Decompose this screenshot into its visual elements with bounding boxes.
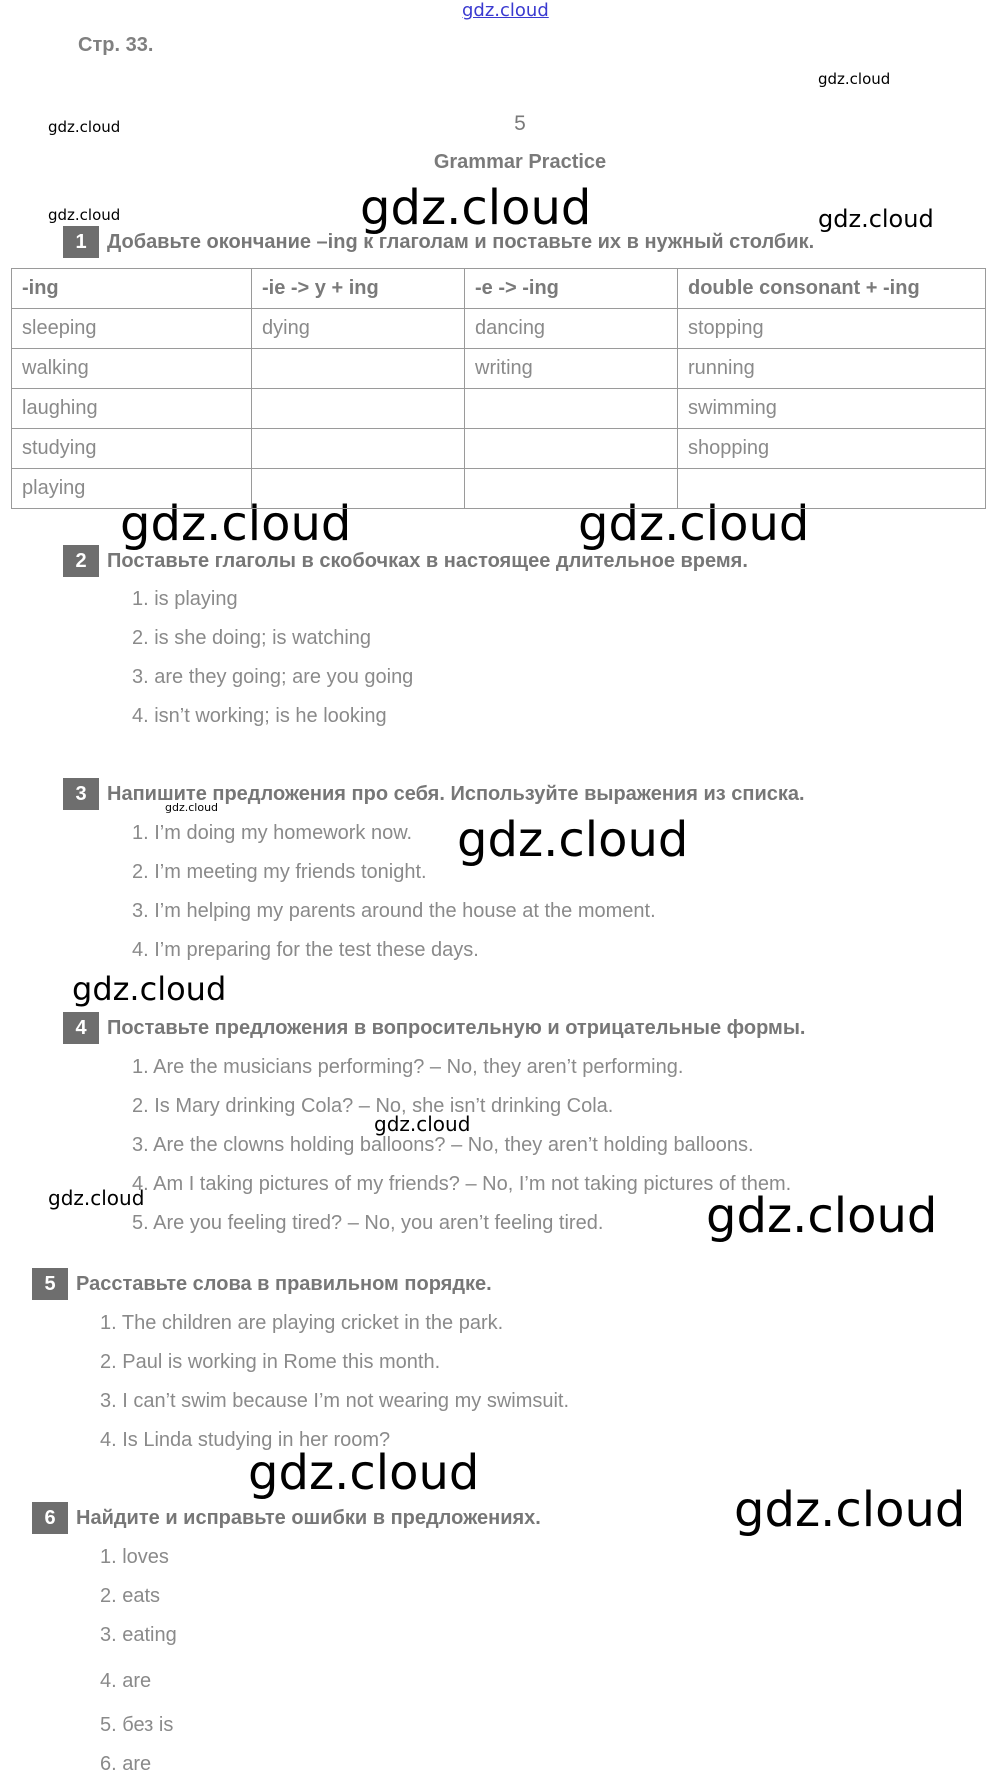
- table-cell: [252, 429, 465, 469]
- answer-item: 3. I’m helping my parents around the house at the moment.: [132, 900, 656, 922]
- table-cell: [465, 429, 678, 469]
- answer-item: 4. I’m preparing for the test these days.: [132, 939, 479, 961]
- answer-item: 4. Is Linda studying in her room?: [100, 1429, 391, 1451]
- watermark: gdz.cloud: [165, 801, 219, 814]
- watermark: gdz.cloud: [48, 118, 121, 136]
- table-cell: [252, 469, 465, 509]
- watermark: gdz.cloud: [374, 1112, 471, 1136]
- table-cell: studying: [12, 429, 252, 469]
- answer-item: 2. Is Mary drinking Cola? – No, she isn’t drinking Cola.: [132, 1095, 614, 1117]
- table-cell: writing: [465, 349, 678, 389]
- answer-item: 4. Am I taking pictures of my friends? – No, I’m not taking pictures of them.: [132, 1173, 792, 1195]
- section-title: Grammar Practice: [433, 151, 607, 173]
- column-header: -ing: [12, 269, 252, 309]
- answer-item: 1. is playing: [132, 588, 238, 610]
- answer-item: 1. I’m doing my homework now.: [132, 822, 413, 844]
- answer-item: 1. loves: [100, 1546, 169, 1568]
- table-cell: dying: [252, 309, 465, 349]
- task-number: 1: [63, 226, 99, 258]
- task-4-heading: [63, 1012, 806, 1044]
- watermark: gdz.cloud: [734, 1482, 966, 1538]
- table-cell: laughing: [12, 389, 252, 429]
- table-cell: sleeping: [12, 309, 252, 349]
- task-instruction: Расставьте слова в правильном порядке.: [76, 1272, 492, 1295]
- answer-item: 2. is she doing; is watching: [132, 627, 372, 649]
- answer-item: 4. isn’t working; is he looking: [132, 705, 387, 727]
- task-number: 3: [63, 778, 99, 810]
- table-cell: [678, 469, 986, 509]
- answer-item: 4. are: [100, 1670, 152, 1692]
- watermark: gdz.cloud: [360, 180, 592, 236]
- watermark: gdz.cloud: [457, 812, 689, 868]
- table-cell: swimming: [678, 389, 986, 429]
- table-cell: dancing: [465, 309, 678, 349]
- task-number: 2: [63, 545, 99, 577]
- table-cell: stopping: [678, 309, 986, 349]
- watermark: gdz.cloud: [706, 1188, 938, 1244]
- task-5-heading: [32, 1268, 492, 1300]
- watermark: gdz.cloud: [248, 1445, 480, 1501]
- answer-item: 5. Are you feeling tired? – No, you aren’t feeling tired.: [132, 1212, 604, 1234]
- watermark: gdz.cloud: [120, 496, 352, 552]
- table-cell: [465, 469, 678, 509]
- task-instruction: Напишите предложения про себя. Используйте выражения из списка.: [107, 782, 805, 805]
- table-cell: [252, 349, 465, 389]
- table-row: [12, 389, 986, 429]
- watermark: gdz.cloud: [72, 970, 227, 1008]
- page-number: 5: [514, 112, 526, 135]
- task-instruction: Поставьте предложения в вопросительную и отрицательные формы.: [107, 1016, 806, 1039]
- column-header: -ie -> y + ing: [252, 269, 465, 309]
- task-instruction: Найдите и исправьте ошибки в предложениях.: [76, 1506, 541, 1529]
- task-2-heading: [63, 545, 748, 577]
- watermark: gdz.cloud: [48, 206, 121, 224]
- table-cell: shopping: [678, 429, 986, 469]
- watermark: gdz.cloud: [578, 496, 810, 552]
- answer-item: 5. без is: [100, 1714, 174, 1736]
- table-cell: running: [678, 349, 986, 389]
- watermark: gdz.cloud: [48, 1186, 145, 1210]
- table-cell: walking: [12, 349, 252, 389]
- answer-item: 3. eating: [100, 1624, 177, 1646]
- task-number: 5: [32, 1268, 68, 1300]
- table-cell: [252, 389, 465, 429]
- table-row: [12, 349, 986, 389]
- answer-item: 1. Are the musicians performing? – No, they aren’t performing.: [132, 1056, 684, 1078]
- answer-item: 1. The children are playing cricket in the park.: [100, 1312, 504, 1334]
- task-1-heading: [63, 226, 814, 258]
- ing-table: [11, 268, 986, 509]
- table-cell: [465, 389, 678, 429]
- table-row: [12, 309, 986, 349]
- page-reference: Стр. 33.: [78, 34, 154, 56]
- watermark: gdz.cloud: [818, 205, 934, 233]
- table-header-row: [12, 269, 986, 309]
- answer-item: 2. I’m meeting my friends tonight.: [132, 861, 427, 883]
- column-header: double consonant + -ing: [678, 269, 986, 309]
- watermark: gdz.cloud: [818, 70, 891, 88]
- column-header: -e -> -ing: [465, 269, 678, 309]
- answer-item: 6. are: [100, 1753, 152, 1775]
- task-number: 4: [63, 1012, 99, 1044]
- watermark-top: gdz.cloud: [462, 0, 549, 21]
- answer-item: 3. Are the clowns holding balloons? – No, they aren’t holding balloons.: [132, 1134, 754, 1156]
- table-row: [12, 429, 986, 469]
- answer-item: 3. I can’t swim because I’m not wearing my swimsuit.: [100, 1390, 570, 1412]
- table-cell: playing: [12, 469, 252, 509]
- table-row: [12, 469, 986, 509]
- answer-item: 3. are they going; are you going: [132, 666, 414, 688]
- task-number: 6: [32, 1502, 68, 1534]
- task-instruction: Поставьте глаголы в скобочках в настоящее длительное время.: [107, 549, 748, 572]
- answer-item: 2. eats: [100, 1585, 161, 1607]
- task-3-heading: [63, 778, 805, 810]
- task-instruction: Добавьте окончание –ing к глаголам и поставьте их в нужный столбик.: [107, 230, 815, 253]
- answer-item: 2. Paul is working in Rome this month.: [100, 1351, 441, 1373]
- task-6-heading: [32, 1502, 541, 1534]
